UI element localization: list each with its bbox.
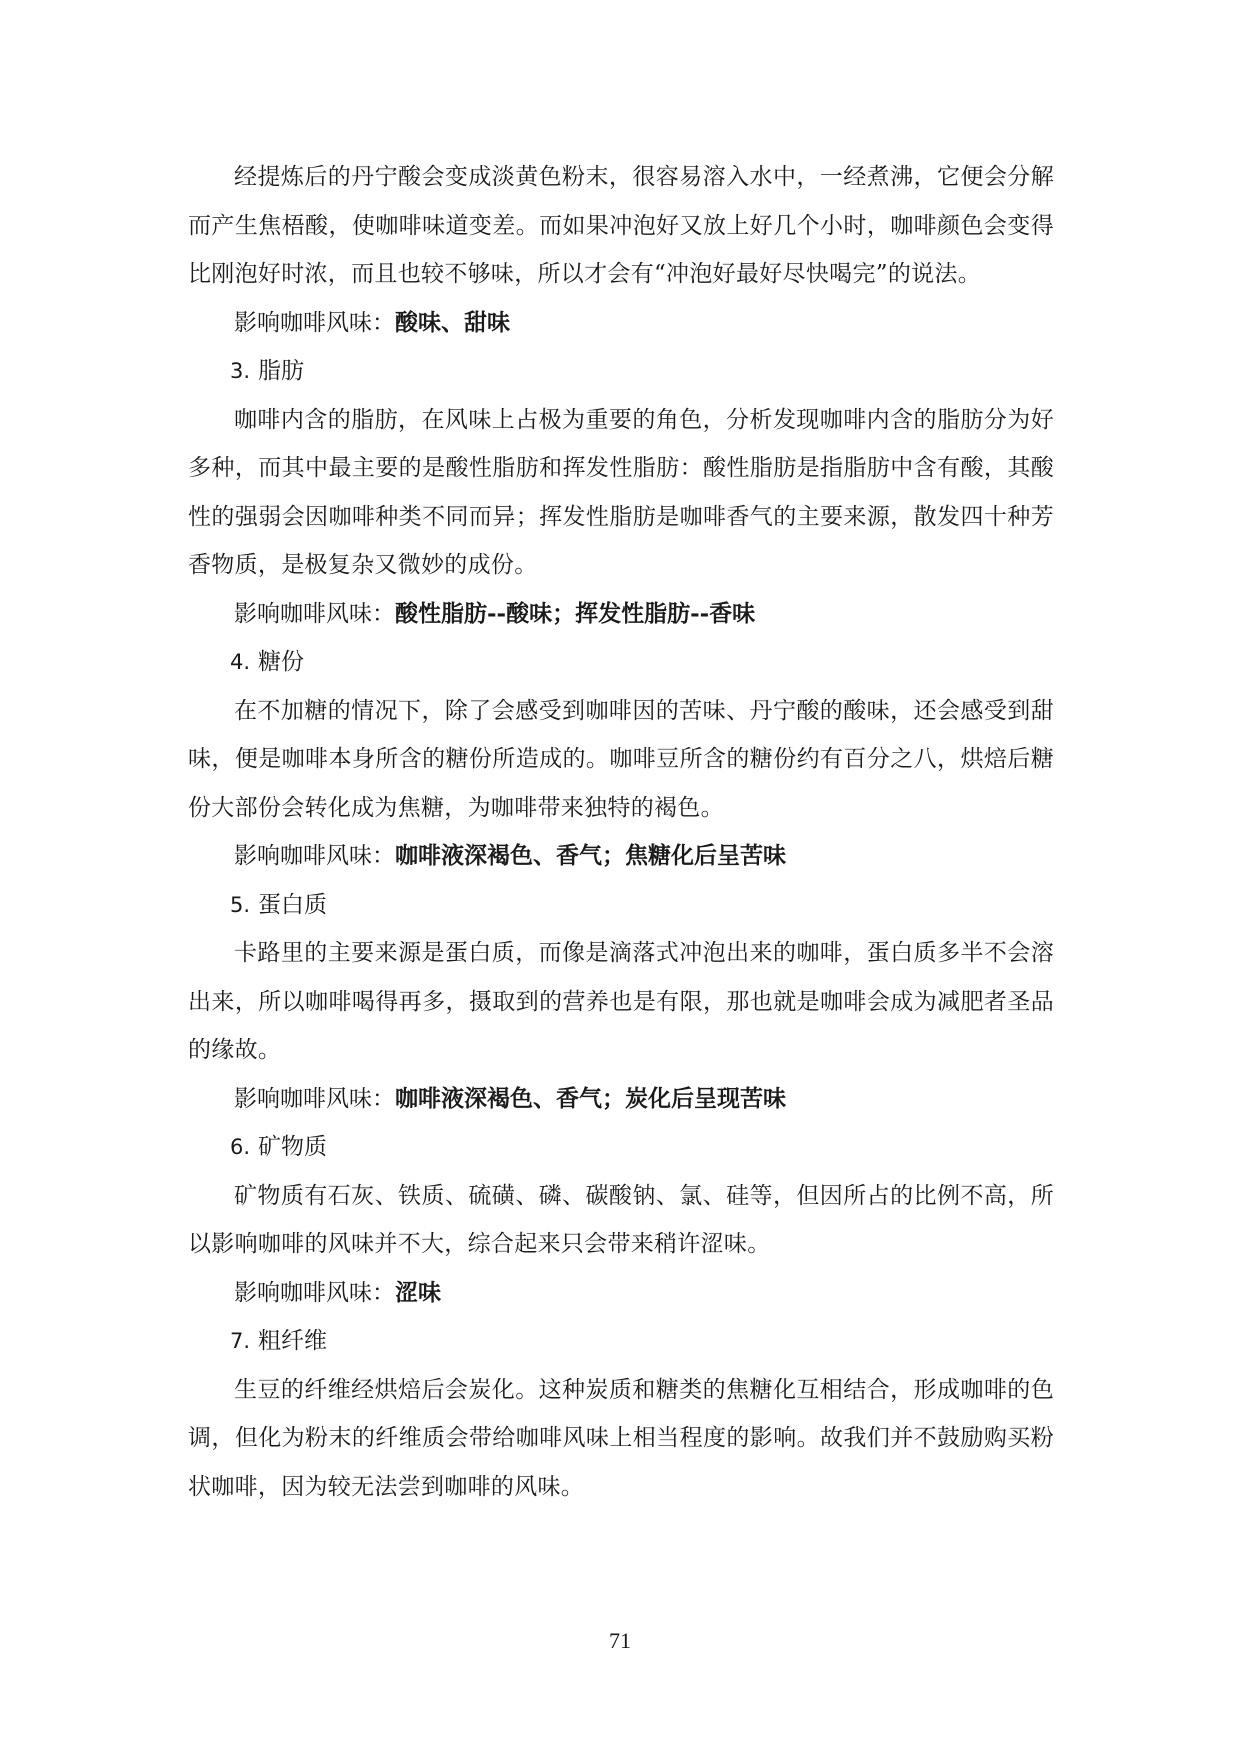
flavor-influence-label: 影响咖啡风味： (234, 309, 395, 336)
flavor-influence-label: 影响咖啡风味： (234, 600, 395, 627)
flavor-influence-label: 影响咖啡风味： (234, 1279, 395, 1306)
section-heading-sugar (188, 638, 1054, 687)
section-number: 3. (230, 359, 251, 383)
section-number: 4. (230, 650, 251, 674)
flavor-influence-value: 酸性脂肪--酸味；挥发性脂肪--香味 (395, 599, 756, 627)
section-heading-minerals (188, 1123, 1054, 1172)
flavor-influence-value: 咖啡液深褐色、香气；炭化后呈现苦味 (395, 1084, 786, 1112)
flavor-influence-protein (188, 1075, 1054, 1124)
paragraph-fiber: 生豆的纤维经烘焙后会炭化。这种炭质和糖类的焦糖化互相结合，形成咖啡的色调，但化为粉末的纤维质会带给咖啡风味上相当程度的影响。故我们并不鼓励购买粉状咖啡，因为较无法尝到咖啡的风味。 (188, 1376, 1054, 1500)
section-title: 粗纤维 (258, 1328, 328, 1354)
section-title: 脂肪 (258, 358, 305, 384)
section-title: 矿物质 (258, 1134, 328, 1160)
flavor-influence-minerals (188, 1269, 1054, 1318)
flavor-influence-fat (188, 590, 1054, 639)
section-number: 7. (230, 1329, 251, 1353)
paragraph-sugar: 在不加糖的情况下，除了会感受到咖啡因的苦味、丹宁酸的酸味，还会感受到甜味，便是咖啡本身所含的糖份所造成的。咖啡豆所含的糖份约有百分之八，烘焙后糖份大部份会转化成为焦糖，为咖啡带来独特的褐色。 (188, 697, 1054, 821)
section-heading-fiber (188, 1317, 1054, 1366)
section-title: 糖份 (258, 649, 305, 675)
paragraph-tannin-continued: 经提炼后的丹宁酸会变成淡黄色粉末，很容易溶入水中，一经煮沸，它便会分解而产生焦梧酸，使咖啡味道变差。而如果冲泡好又放上好几个小时，咖啡颜色会变得比刚泡好时浓，而且也较不够味，所以才会有“冲泡好最好尽快喝完”的说法。 (188, 164, 1054, 287)
flavor-influence-value: 酸味、甜味 (395, 308, 510, 336)
paragraph-minerals: 矿物质有石灰、铁质、硫磺、磷、碳酸钠、氯、硅等，但因所占的比例不高，所以影响咖啡的风味并不大，综合起来只会带来稍许涩味。 (188, 1182, 1054, 1257)
section-heading-protein (188, 881, 1054, 930)
flavor-influence-value: 涩味 (395, 1278, 441, 1306)
section-number: 6. (230, 1135, 251, 1159)
flavor-influence-tannin (188, 299, 1054, 348)
section-number: 5. (230, 892, 251, 917)
flavor-influence-label: 影响咖啡风味： (234, 843, 395, 869)
paragraph-protein: 卡路里的主要来源是蛋白质，而像是滴落式冲泡出来的咖啡，蛋白质多半不会溶出来，所以咖啡喝得再多，摄取到的营养也是有限，那也就是咖啡会成为减肥者圣品的缘故。 (188, 940, 1054, 1063)
flavor-influence-value: 咖啡液深褐色、香气；焦糖化后呈苦味 (395, 842, 786, 869)
flavor-influence-label: 影响咖啡风味： (234, 1085, 395, 1112)
page-content (188, 153, 1054, 1511)
flavor-influence-sugar (188, 832, 1054, 881)
paragraph-fat: 咖啡内含的脂肪，在风味上占极为重要的角色，分析发现咖啡内含的脂肪分为好多种，而其中最主要的是酸性脂肪和挥发性脂肪：酸性脂肪是指脂肪中含有酸，其酸性的强弱会因咖啡种类不同而异；挥发性脂肪是咖啡香气的主要来源，散发四十种芳香物质，是极复杂又微妙的成份。 (188, 406, 1054, 578)
section-heading-fat (188, 347, 1054, 396)
page-number: 71 (609, 1628, 631, 1653)
section-title: 蛋白质 (258, 891, 328, 918)
